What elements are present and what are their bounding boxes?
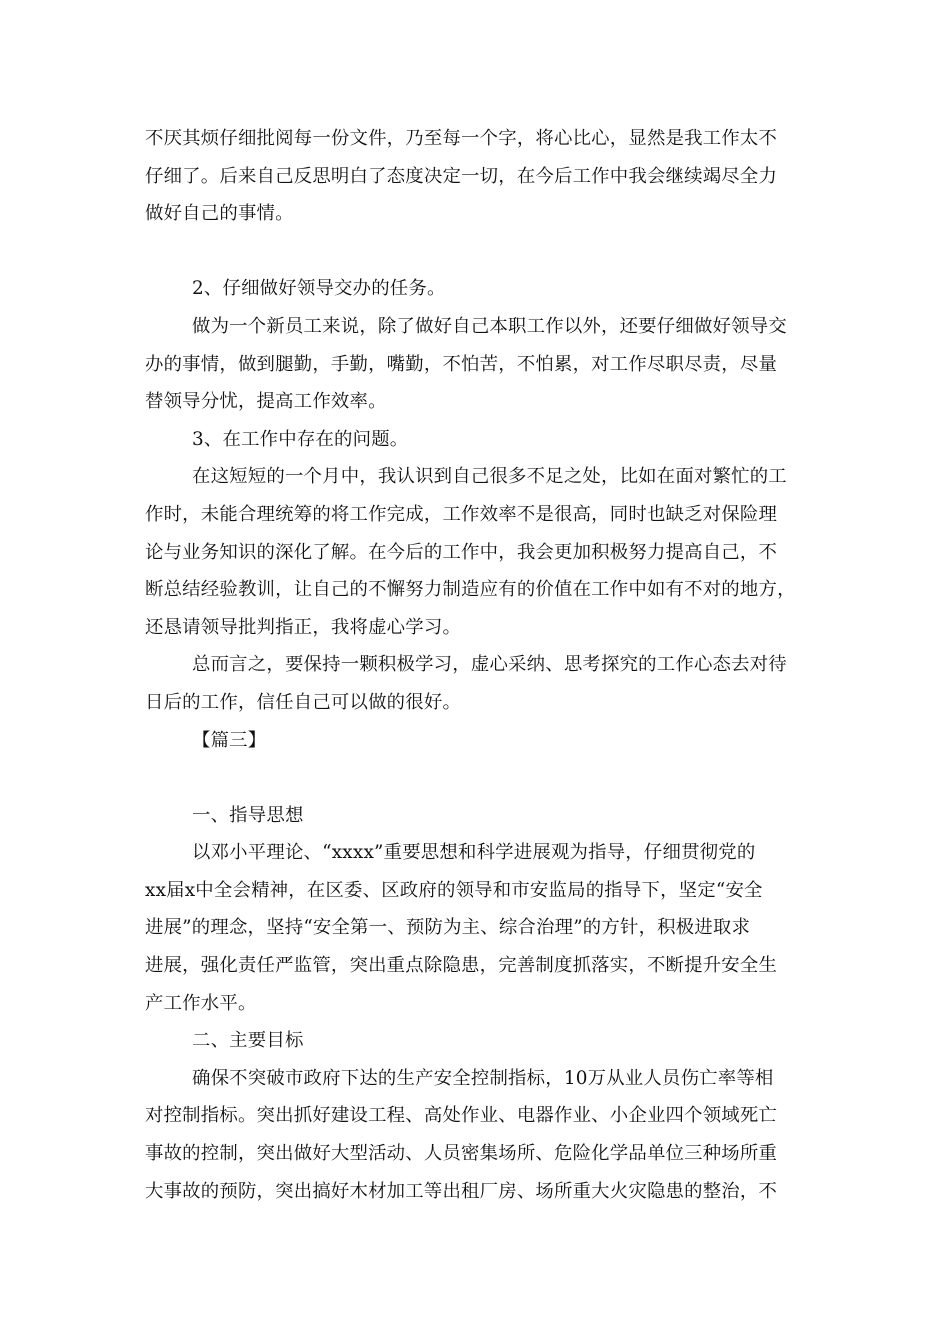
section-heading: 二、主要目标 [192, 1030, 304, 1052]
text-line: 对控制指标。突出抓好建设工程、高处作业、电器作业、小企业四个领域死亡 [145, 1105, 778, 1127]
text-line: 作时，未能合理统筹的将工作完成，工作效率不是很高，同时也缺乏对保险理 [145, 503, 778, 525]
blank-line [145, 233, 805, 271]
section-heading: 3、在工作中存在的问题。 [192, 428, 409, 450]
text-line: 进展”的理念，坚持“安全第一、预防为主、综合治理”的方针，积极进取求 [145, 917, 751, 939]
section-heading: 一、指导思想 [192, 804, 304, 826]
text-line: 做为一个新员工来说，除了做好自己本职工作以外，还要仔细做好领导交 [192, 315, 787, 337]
text-line: 还恳请领导批判指正，我将虚心学习。 [145, 616, 462, 638]
blank-line [145, 759, 805, 797]
text-line: 进展，强化责任严监管，突出重点除隐患，完善制度抓落实，不断提升安全生 [145, 955, 778, 977]
text-line: 在这短短的一个月中，我认识到自己很多不足之处，比如在面对繁忙的工 [192, 466, 787, 488]
text-line: 仔细了。后来自己反思明白了态度决定一切，在今后工作中我会继续竭尽全力 [145, 165, 778, 187]
text-line: 替领导分忧，提高工作效率。 [145, 391, 387, 413]
text-line: 以邓小平理论、“xxxx”重要思想和科学进展观为指导，仔细贯彻党的 [192, 842, 756, 864]
text-line: 大事故的预防，突出搞好木材加工等出租厂房、场所重大火灾隐患的整治，不 [145, 1180, 778, 1202]
section-heading: 2、仔细做好领导交办的任务。 [192, 278, 446, 300]
text-line: 总而言之，要保持一颗积极学习，虚心采纳、思考探究的工作心态去对待 [192, 654, 787, 676]
text-line: 日后的工作，信任自己可以做的很好。 [145, 691, 462, 713]
text-line: 事故的控制，突出做好大型活动、人员密集场所、危险化学品单位三种场所重 [145, 1143, 778, 1165]
text-line: 办的事情，做到腿勤，手勤，嘴勤，不怕苦，不怕累，对工作尽职尽责，尽量 [145, 353, 778, 375]
text-line: xx届x中全会精神，在区委、区政府的领导和市安监局的指导下，坚定“安全 [145, 879, 763, 901]
text-line: 产工作水平。 [145, 992, 257, 1014]
text-line: 做好自己的事情。 [145, 203, 294, 225]
text-line: 确保不突破市政府下达的生产安全控制指标，10万从业人员伤亡率等相 [192, 1067, 774, 1089]
part-title: 【篇三】 [192, 729, 267, 751]
text-line: 断总结经验教训，让自己的不懈努力制造应有的价值在工作中如有不对的地方， [145, 579, 796, 601]
text-line: 论与业务知识的深化了解。在今后的工作中，我会更加积极努力提高自己，不 [145, 541, 778, 563]
text-line: 不厌其烦仔细批阅每一份文件，乃至每一个字，将心比心，显然是我工作太不 [145, 128, 778, 149]
document-page [145, 120, 805, 1210]
